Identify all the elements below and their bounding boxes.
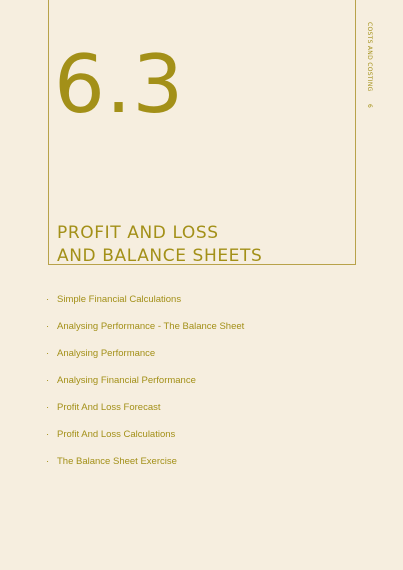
bullet-icon: · bbox=[46, 429, 50, 440]
chapter-title bbox=[57, 222, 262, 268]
list-item-label: Simple Financial Calculations bbox=[57, 294, 182, 305]
list-item-label: Analysing Financial Performance bbox=[57, 375, 196, 386]
list-item-label: Analysing Performance bbox=[57, 348, 156, 359]
list-item bbox=[46, 453, 244, 480]
bullet-icon: · bbox=[46, 456, 50, 467]
chapter-title-line-1: PROFIT AND LOSS bbox=[57, 223, 219, 243]
list-item-label: Profit And Loss Calculations bbox=[57, 429, 176, 440]
chapter-number: 6.3 bbox=[54, 38, 185, 131]
list-item bbox=[46, 345, 244, 372]
bullet-icon: · bbox=[46, 294, 50, 305]
list-item bbox=[46, 291, 244, 318]
chapter-title-line-2: AND BALANCE SHEETS bbox=[57, 246, 263, 266]
contents-list bbox=[46, 291, 244, 480]
list-item bbox=[46, 426, 244, 453]
running-header bbox=[366, 22, 373, 108]
list-item-label: The Balance Sheet Exercise bbox=[57, 456, 177, 467]
bullet-icon: · bbox=[46, 348, 50, 359]
bullet-icon: · bbox=[46, 375, 50, 386]
section-label: COSTS AND COSTING bbox=[366, 22, 373, 92]
list-item bbox=[46, 399, 244, 426]
page-number: 6 bbox=[366, 103, 373, 108]
list-item bbox=[46, 318, 244, 345]
list-item bbox=[46, 372, 244, 399]
list-item-label: Analysing Performance - The Balance Sheet bbox=[57, 321, 245, 332]
list-item-label: Profit And Loss Forecast bbox=[57, 402, 161, 413]
bullet-icon: · bbox=[46, 402, 50, 413]
bullet-icon: · bbox=[46, 321, 50, 332]
